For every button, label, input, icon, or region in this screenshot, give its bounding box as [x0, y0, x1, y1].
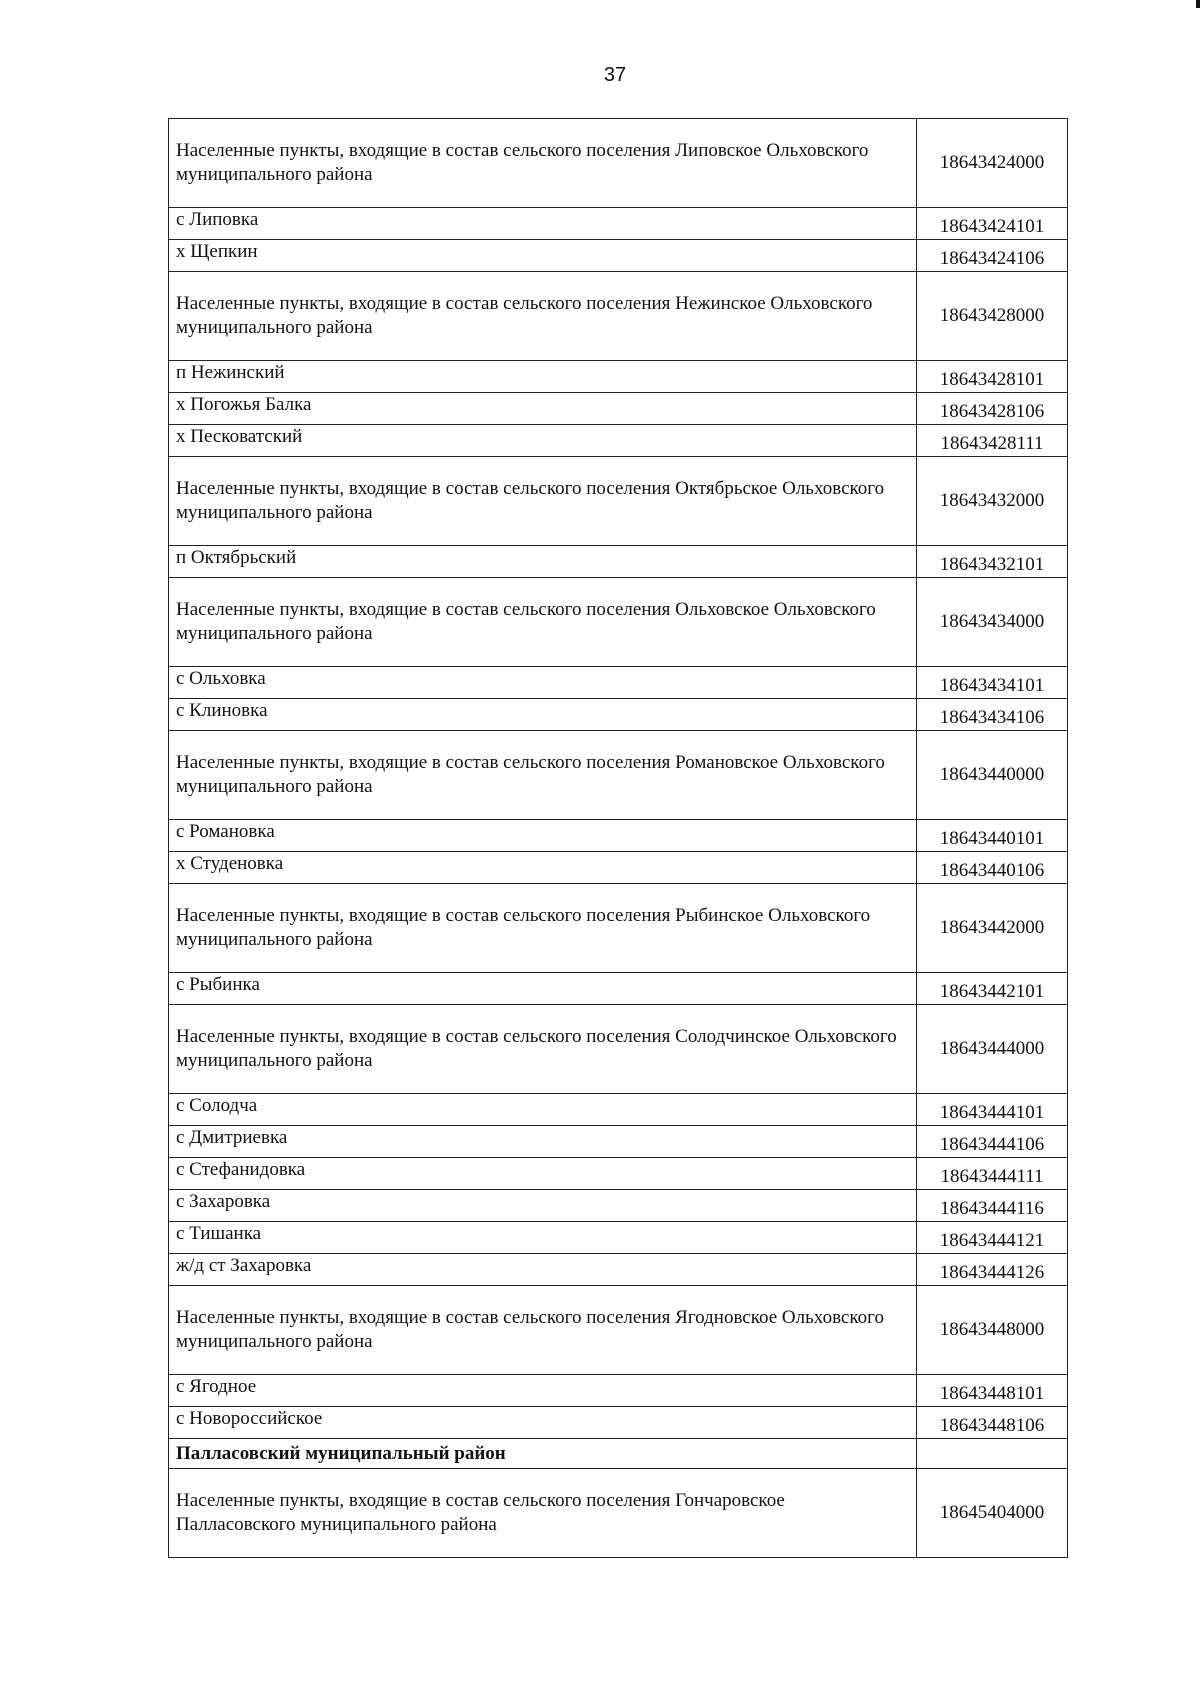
oktmo-code: 18643448101 — [917, 1375, 1068, 1407]
settlement-group-row — [169, 272, 1068, 361]
oktmo-code: 18643448106 — [917, 1407, 1068, 1439]
settlement-row — [169, 1158, 1068, 1190]
settlement-row — [169, 1126, 1068, 1158]
settlement-name: с Новороссийское — [169, 1407, 917, 1439]
page-number: 37 — [603, 64, 627, 86]
settlement-name: п Октябрьский — [169, 546, 917, 578]
settlement-row — [169, 425, 1068, 457]
oktmo-code: 18643448000 — [917, 1286, 1068, 1375]
settlement-name: х Щепкин — [169, 240, 917, 272]
oktmo-code: 18643428000 — [917, 272, 1068, 361]
settlement-row — [169, 1190, 1068, 1222]
oktmo-code: 18643444116 — [917, 1190, 1068, 1222]
oktmo-code: 18643424106 — [917, 240, 1068, 272]
settlement-name: Населенные пункты, входящие в состав сельского поселения Октябрьское Ольховского муниципального района — [169, 457, 917, 546]
settlement-row — [169, 820, 1068, 852]
table-body — [169, 119, 1068, 1558]
oktmo-code: 18643444126 — [917, 1254, 1068, 1286]
oktmo-code: 18645404000 — [917, 1469, 1068, 1558]
settlement-name: с Ягодное — [169, 1375, 917, 1407]
settlement-group-row — [169, 1469, 1068, 1558]
settlement-name: с Стефанидовка — [169, 1158, 917, 1190]
settlement-group-row — [169, 578, 1068, 667]
oktmo-code: 18643444101 — [917, 1094, 1068, 1126]
settlement-name: Населенные пункты, входящие в состав сельского поселения Липовское Ольховского муниципального района — [169, 119, 917, 208]
settlement-row — [169, 699, 1068, 731]
settlement-row — [169, 546, 1068, 578]
oktmo-code: 18643434000 — [917, 578, 1068, 667]
settlement-group-row — [169, 1286, 1068, 1375]
oktmo-code: 18643432101 — [917, 546, 1068, 578]
settlement-name: Населенные пункты, входящие в состав сельского поселения Нежинское Ольховского муниципального района — [169, 272, 917, 361]
settlement-group-row — [169, 884, 1068, 973]
settlement-name: х Студеновка — [169, 852, 917, 884]
oktmo-code: 18643424000 — [917, 119, 1068, 208]
oktmo-code: 18643428106 — [917, 393, 1068, 425]
settlement-row — [169, 208, 1068, 240]
settlement-group-row — [169, 119, 1068, 208]
oktmo-code: 18643428101 — [917, 361, 1068, 393]
settlement-row — [169, 240, 1068, 272]
settlement-name: х Песковатский — [169, 425, 917, 457]
settlement-group-row — [169, 731, 1068, 820]
settlement-name: с Тишанка — [169, 1222, 917, 1254]
oktmo-code: 18643434101 — [917, 667, 1068, 699]
settlement-row — [169, 1254, 1068, 1286]
settlement-group-row — [169, 1005, 1068, 1094]
settlement-name: с Дмитриевка — [169, 1126, 917, 1158]
settlement-name: Населенные пункты, входящие в состав сельского поселения Ольховское Ольховского муниципального района — [169, 578, 917, 667]
oktmo-code: 18643442101 — [917, 973, 1068, 1005]
settlement-group-row — [169, 457, 1068, 546]
settlement-row — [169, 393, 1068, 425]
settlement-name: с Захаровка — [169, 1190, 917, 1222]
oktmo-code: 18643432000 — [917, 457, 1068, 546]
oktmo-code: 18643424101 — [917, 208, 1068, 240]
settlement-name: с Солодча — [169, 1094, 917, 1126]
settlement-row — [169, 973, 1068, 1005]
settlement-row — [169, 667, 1068, 699]
oktmo-code: 18643440106 — [917, 852, 1068, 884]
district-name: Палласовский муниципальный район — [169, 1439, 917, 1469]
settlement-name: с Ольховка — [169, 667, 917, 699]
settlement-name: Населенные пункты, входящие в состав сельского поселения Солодчинское Ольховского муниципального района — [169, 1005, 917, 1094]
settlement-codes-table — [168, 118, 1068, 1558]
settlement-name: х Погожья Балка — [169, 393, 917, 425]
settlement-row — [169, 1407, 1068, 1439]
settlement-row — [169, 1222, 1068, 1254]
oktmo-code: 18643444121 — [917, 1222, 1068, 1254]
oktmo-code — [917, 1439, 1068, 1469]
oktmo-code: 18643442000 — [917, 884, 1068, 973]
settlement-name: с Липовка — [169, 208, 917, 240]
settlement-name: с Романовка — [169, 820, 917, 852]
settlement-name: Населенные пункты, входящие в состав сельского поселения Романовское Ольховского муниципального района — [169, 731, 917, 820]
settlement-name: с Рыбинка — [169, 973, 917, 1005]
settlement-name: ж/д ст Захаровка — [169, 1254, 917, 1286]
settlement-name: Населенные пункты, входящие в состав сельского поселения Рыбинское Ольховского муниципального района — [169, 884, 917, 973]
settlement-name: Населенные пункты, входящие в состав сельского поселения Ягодновское Ольховского муниципального района — [169, 1286, 917, 1375]
oktmo-code: 18643434106 — [917, 699, 1068, 731]
oktmo-code: 18643444111 — [917, 1158, 1068, 1190]
settlement-name: п Нежинский — [169, 361, 917, 393]
scan-edge-mark — [1196, 0, 1200, 8]
settlement-name: с Клиновка — [169, 699, 917, 731]
settlement-row — [169, 1375, 1068, 1407]
oktmo-code: 18643428111 — [917, 425, 1068, 457]
oktmo-code: 18643440000 — [917, 731, 1068, 820]
oktmo-code: 18643444000 — [917, 1005, 1068, 1094]
settlement-name: Населенные пункты, входящие в состав сельского поселения Гончаровское Палласовского муниципального района — [169, 1469, 917, 1558]
settlement-row — [169, 361, 1068, 393]
oktmo-code: 18643444106 — [917, 1126, 1068, 1158]
settlement-row — [169, 852, 1068, 884]
oktmo-code: 18643440101 — [917, 820, 1068, 852]
district-heading-row — [169, 1439, 1068, 1469]
settlement-row — [169, 1094, 1068, 1126]
